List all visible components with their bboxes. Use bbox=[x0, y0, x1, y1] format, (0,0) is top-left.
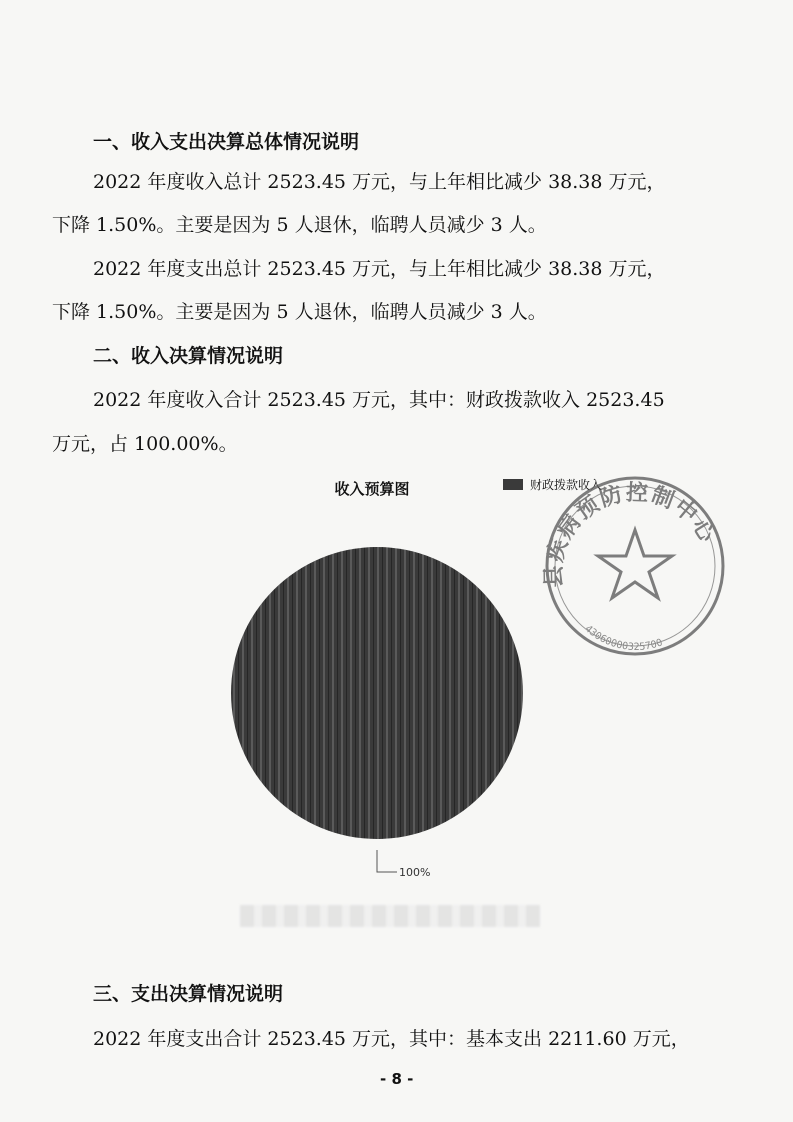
chart-title: 收入预算图 bbox=[334, 480, 410, 498]
svg-text:43060000325700 bbox=[583, 623, 665, 653]
section1-para1-line2: 下降 1.50%。主要是因为 5 人退休，临聘人员减少 3 人。 bbox=[52, 214, 547, 236]
stamp-code: 43060000325700 bbox=[582, 623, 665, 654]
pie-slices bbox=[231, 547, 523, 839]
section1-para2-line2: 下降 1.50%。主要是因为 5 人退休，临聘人员减少 3 人。 bbox=[52, 301, 547, 323]
stamp-text: 县疾病预防控制中心 bbox=[541, 480, 721, 588]
scan-smudge bbox=[240, 905, 540, 927]
section3-para-line1: 2022 年度支出合计 2523.45 万元，其中：基本支出 2211.60 万元， bbox=[93, 1028, 690, 1050]
income-pie-chart bbox=[215, 468, 735, 908]
section1-para1-line1: 2022 年度收入总计 2523.45 万元，与上年相比减少 38.38 万元， bbox=[93, 171, 666, 193]
official-stamp bbox=[542, 478, 723, 654]
star-icon bbox=[598, 530, 672, 598]
section3-heading: 三、支出决算情况说明 bbox=[93, 983, 284, 1005]
section2-para-line1: 2022 年度收入合计 2523.45 万元，其中：财政拨款收入 2523.45 bbox=[93, 389, 665, 411]
data-label-leader bbox=[377, 850, 397, 872]
svg-text:县疾病预防控制中心 bbox=[542, 480, 720, 588]
section1-heading: 一、收入支出决算总体情况说明 bbox=[93, 131, 360, 153]
pie-slice-财政拨款收入 bbox=[231, 547, 523, 839]
section1-para2-line1: 2022 年度支出总计 2523.45 万元，与上年相比减少 38.38 万元， bbox=[93, 258, 666, 280]
legend-swatch bbox=[503, 479, 523, 490]
data-label-100: 100% bbox=[399, 866, 431, 879]
legend-label: 财政拨款收入 bbox=[530, 478, 603, 492]
page-number: - 8 - bbox=[380, 1070, 414, 1088]
section2-heading: 二、收入决算情况说明 bbox=[93, 345, 284, 367]
section2-para-line2: 万元，占 100.00%。 bbox=[52, 433, 238, 455]
pie-chart-svg bbox=[215, 468, 735, 908]
